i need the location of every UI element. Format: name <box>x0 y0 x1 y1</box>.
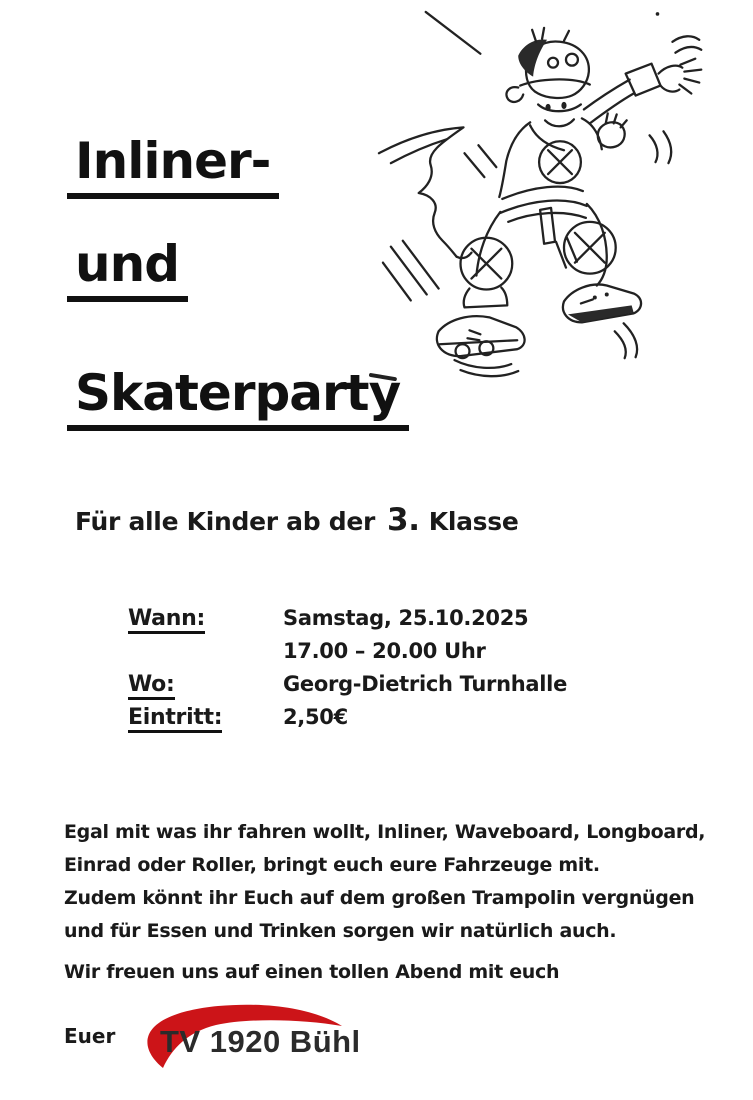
skater-torso <box>499 104 601 212</box>
subtitle <box>75 502 519 538</box>
flag-banner <box>379 127 472 258</box>
club-name: TV 1920 Bühl <box>160 1024 361 1059</box>
title-line-3: Skaterparty <box>67 366 409 431</box>
body-line-2: Einrad oder Roller, bringt euch eure Fahrzeuge mit. <box>64 854 600 876</box>
skater-head <box>506 28 589 126</box>
motion-arcs-top-right <box>672 36 701 52</box>
subtitle-grade: 3. <box>387 502 420 538</box>
club-logo <box>126 998 360 1094</box>
body-line-3: Zudem könnt ihr Euch auf dem großen Trampolin vergnügen <box>64 887 695 909</box>
closing-line: Wir freuen uns auf einen tollen Abend mit euch <box>64 961 560 983</box>
detail-value-date: Samstag, 25.10.2025 <box>283 606 529 630</box>
body-line-4: und für Essen und Trinken sorgen wir natürlich auch. <box>64 920 617 942</box>
motion-arcs-bottom <box>455 323 638 376</box>
detail-value-location: Georg-Dietrich Turnhalle <box>283 672 568 696</box>
signoff: Euer <box>64 1024 116 1048</box>
title-line-2: und <box>67 237 188 302</box>
event-details <box>128 602 567 734</box>
body-line-1: Egal mit was ihr fahren wollt, Inliner, Waveboard, Longboard, <box>64 821 706 843</box>
skater-right-arm <box>584 59 701 124</box>
detail-value-time: 17.00 – 20.00 Uhr <box>283 639 486 663</box>
detail-label-eintritt: Eintritt: <box>128 701 283 734</box>
detail-value-price: 2,50€ <box>283 705 348 729</box>
motion-arcs-right <box>650 131 672 163</box>
motion-lines-left <box>464 145 496 177</box>
detail-label-empty <box>128 635 283 668</box>
subtitle-prefix: Für alle Kinder ab der <box>75 507 376 536</box>
title-line-1: Inliner- <box>67 134 279 199</box>
skater-left-skate <box>437 288 525 359</box>
skater-illustration <box>368 2 751 385</box>
skater-right-skate <box>563 284 641 322</box>
subtitle-suffix: Klasse <box>428 507 519 536</box>
skater-pants <box>461 204 616 290</box>
corner-mark <box>371 375 395 379</box>
body-paragraph <box>64 816 705 948</box>
skater-left-arm <box>530 113 626 150</box>
detail-label-wo: Wo: <box>128 668 283 701</box>
detail-label-wann: Wann: <box>128 602 283 635</box>
motion-lines-bottom-left <box>383 241 439 301</box>
